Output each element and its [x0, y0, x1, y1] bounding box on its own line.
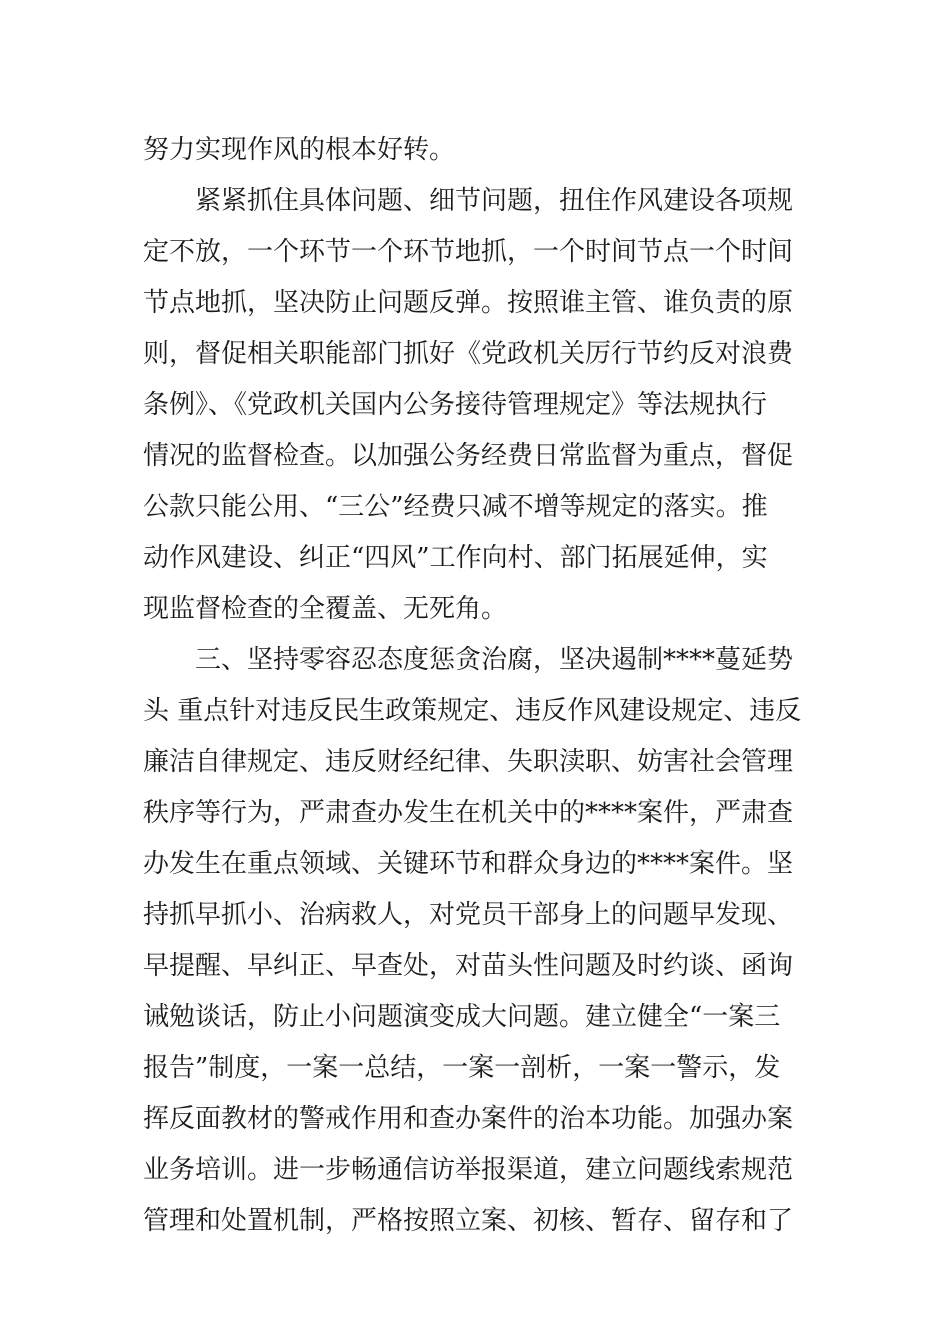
section-heading-line: 三、坚持零容忍态度惩贪治腐，坚决遏制****蔓延势: [195, 645, 794, 675]
text-line: 秩序等行为，严肃查办发生在机关中的****案件，严肃查: [143, 798, 794, 828]
text-line: 诫勉谈话，防止小问题演变成大问题。建立健全“一案三: [143, 1002, 781, 1032]
text-line: 早提醒、早纠正、早查处，对苗头性问题及时约谈、函询: [143, 951, 794, 981]
paragraph-first-line: 紧紧抓住具体问题、细节问题，扭住作风建设各项规: [195, 186, 794, 216]
text-line: 则，督促相关职能部门抓好《党政机关厉行节约反对浪费: [143, 339, 794, 369]
text-line: 办发生在重点领域、关键环节和群众身边的****案件。坚: [143, 849, 794, 879]
text-line: 管理和处置机制，严格按照立案、初核、暂存、留存和了: [143, 1206, 794, 1236]
text-line: 公款只能公用、“三公”经费只减不增等规定的落实。推: [143, 492, 768, 522]
text-line: 持抓早抓小、治病救人，对党员干部身上的问题早发现、: [143, 900, 794, 930]
text-line: 业务培训。进一步畅通信访举报渠道，建立问题线索规范: [143, 1155, 794, 1185]
text-line: 现监督检查的全覆盖、无死角。: [143, 594, 508, 624]
text-line: 情况的监督检查。以加强公务经费日常监督为重点，督促: [143, 441, 794, 471]
text-line: 节点地抓，坚决防止问题反弹。按照谁主管、谁负责的原: [143, 288, 794, 318]
text-line: 努力实现作风的根本好转。: [143, 135, 456, 165]
text-line: 挥反面教材的警戒作用和查办案件的治本功能。加强办案: [143, 1104, 794, 1134]
text-line: 报告”制度，一案一总结，一案一剖析，一案一警示，发: [143, 1053, 781, 1083]
text-line: 头 重点针对违反民生政策规定、违反作风建设规定、违反: [143, 696, 802, 726]
text-line: 条例》、《党政机关国内公务接待管理规定》等法规执行: [143, 390, 768, 420]
text-line: 定不放，一个环节一个环节地抓，一个时间节点一个时间: [143, 237, 794, 267]
text-line: 动作风建设、纠正“四风”工作向村、部门拓展延伸，实: [143, 543, 768, 573]
text-line: 廉洁自律规定、违反财经纪律、失职渎职、妨害社会管理: [143, 747, 794, 777]
